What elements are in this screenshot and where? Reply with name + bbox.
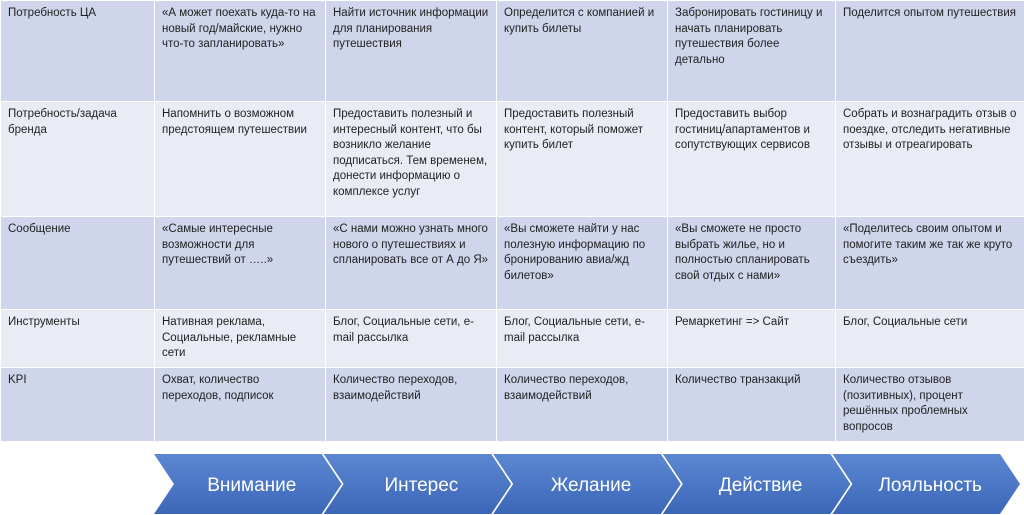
row-header: Инструменты xyxy=(1,310,155,368)
table-cell: Напомнить о возможном предстоящем путешествии xyxy=(155,102,326,217)
stage-label: Желание xyxy=(550,475,632,496)
table-cell: Количество транзакций xyxy=(668,368,836,442)
table-cell: «С нами можно узнать много нового о путешествиях и спланировать все от А до Я» xyxy=(326,217,497,310)
table-cell: «Поделитесь своим опытом и помогите таким же так же круто съездить» xyxy=(836,217,1024,310)
table-cell: Предоставить выбор гостиниц/апартаментов и сопутствующих сервисов xyxy=(668,102,836,217)
stage-label: Лояльность xyxy=(878,475,982,496)
stage-label: Внимание xyxy=(207,475,297,496)
table-cell: Количество отзывов (позитивных), процент решённых проблемных вопросов xyxy=(836,368,1024,442)
table-cell: Поделится опытом путешествия xyxy=(836,1,1024,102)
row-header: Потребность/задача бренда xyxy=(1,102,155,217)
table-cell: Блог, Социальные сети, e-mail рассылка xyxy=(497,310,668,368)
table-cell: Ремаркетинг => Сайт xyxy=(668,310,836,368)
stage-label: Интерес xyxy=(384,475,459,496)
funnel-chevrons xyxy=(154,454,1020,514)
table-cell: Блог, Социальные сети, e-mail рассылка xyxy=(326,310,497,368)
table-cell: Блог, Социальные сети xyxy=(836,310,1024,368)
row-header: KPI xyxy=(1,368,155,442)
table-cell: Нативная реклама, Социальные, рекламные сети xyxy=(155,310,326,368)
table-cell: Предоставить полезный и интересный контент, что бы возникло желание подписаться. Тем временем, донести информацию о комплексе услуг xyxy=(326,102,497,217)
row-header: Потребность ЦА xyxy=(1,1,155,102)
table-cell: Собрать и вознаградить отзыв о поездке, отследить негативные отзывы и отреагировать xyxy=(836,102,1024,217)
table-cell: Найти источник информации для планирования путешествия xyxy=(326,1,497,102)
stage-label: Действие xyxy=(718,475,803,496)
table-cell: Охват, количество переходов, подписок xyxy=(155,368,326,442)
row-header: Сообщение xyxy=(1,217,155,310)
table-cell: «Самые интересные возможности для путешествий от …..» xyxy=(155,217,326,310)
table-cell: Количество переходов, взаимодействий xyxy=(497,368,668,442)
table-cell: «Вы сможете не просто выбрать жилье, но и полностью спланировать свой отдых с нами» xyxy=(668,217,836,310)
table-cell: Забронировать гостиницу и начать планировать путешествия более детально xyxy=(668,1,836,102)
table-cell: Определится с компанией и купить билеты xyxy=(497,1,668,102)
table-cell: Количество переходов, взаимодействий xyxy=(326,368,497,442)
table-cell: «Вы сможете найти у нас полезную информацию по бронированию авиа/жд билетов» xyxy=(497,217,668,310)
table-cell: «А может поехать куда-то на новый год/майские, нужно что-то запланировать» xyxy=(155,1,326,102)
table-cell: Предоставить полезный контент, который поможет купить билет xyxy=(497,102,668,217)
